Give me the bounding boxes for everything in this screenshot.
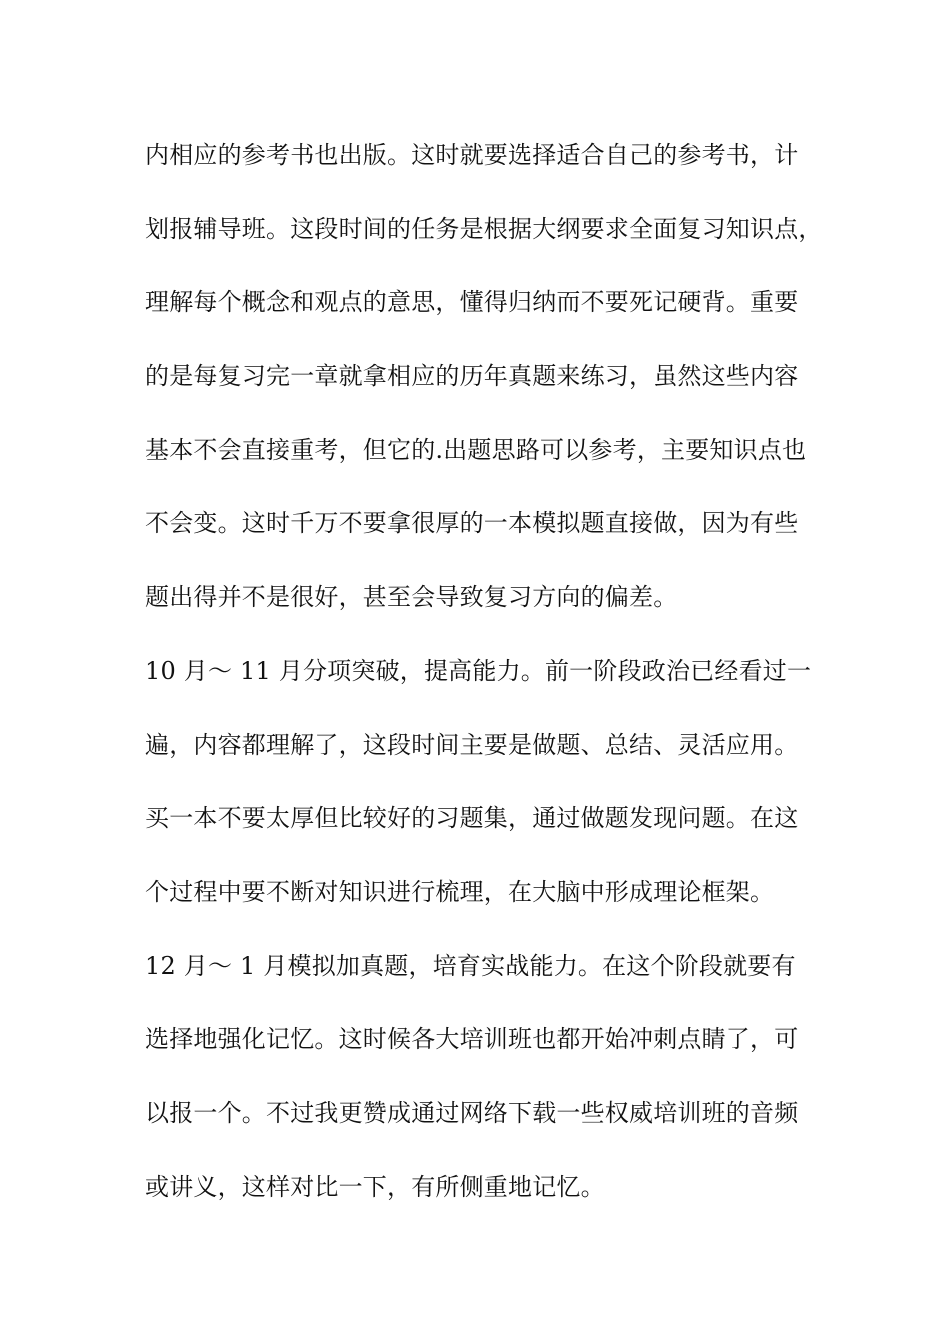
text-line: 划报辅导班。这段时间的任务是根据大纲要求全面复习知识点， [145,214,823,243]
text-line: 或讲义，这样对比一下，有所侧重地记忆。 [145,1172,605,1201]
text-line: 理解每个概念和观点的意思，懂得归纳而不要死记硬背。重要 [145,288,799,317]
text-line: 不会变。这时千万不要拿很厚的一本模拟题直接做，因为有些 [145,509,799,538]
text-line: 10 月～ 11 月分项突破，提高能力。前一阶段政治已经看过一 [145,656,812,685]
text-line: 基本不会直接重考，但它的.出题思路可以参考，主要知识点也 [145,435,807,464]
text-line: 题出得并不是很好，甚至会导致复习方向的偏差。 [145,583,678,612]
text-line: 遍，内容都理解了，这段时间主要是做题、总结、灵活应用。 [145,730,799,759]
text-line: 12 月～ 1 月模拟加真题，培育实战能力。在这个阶段就要有 [145,951,796,980]
text-line: 的是每复习完一章就拿相应的历年真题来练习，虽然这些内容 [145,362,799,391]
text-line: 以报一个。不过我更赞成通过网络下载一些权威培训班的音频 [145,1098,799,1127]
body-text [145,131,835,1236]
text-line: 内相应的参考书也出版。这时就要选择适合自己的参考书，计 [145,141,799,169]
text-line: 个过程中要不断对知识进行梳理，在大脑中形成理论框架。 [145,877,775,906]
text-line: 选择地强化记忆。这时候各大培训班也都开始冲刺点睛了，可 [145,1025,799,1054]
text-line: 买一本不要太厚但比较好的习题集，通过做题发现问题。在这 [145,804,799,833]
